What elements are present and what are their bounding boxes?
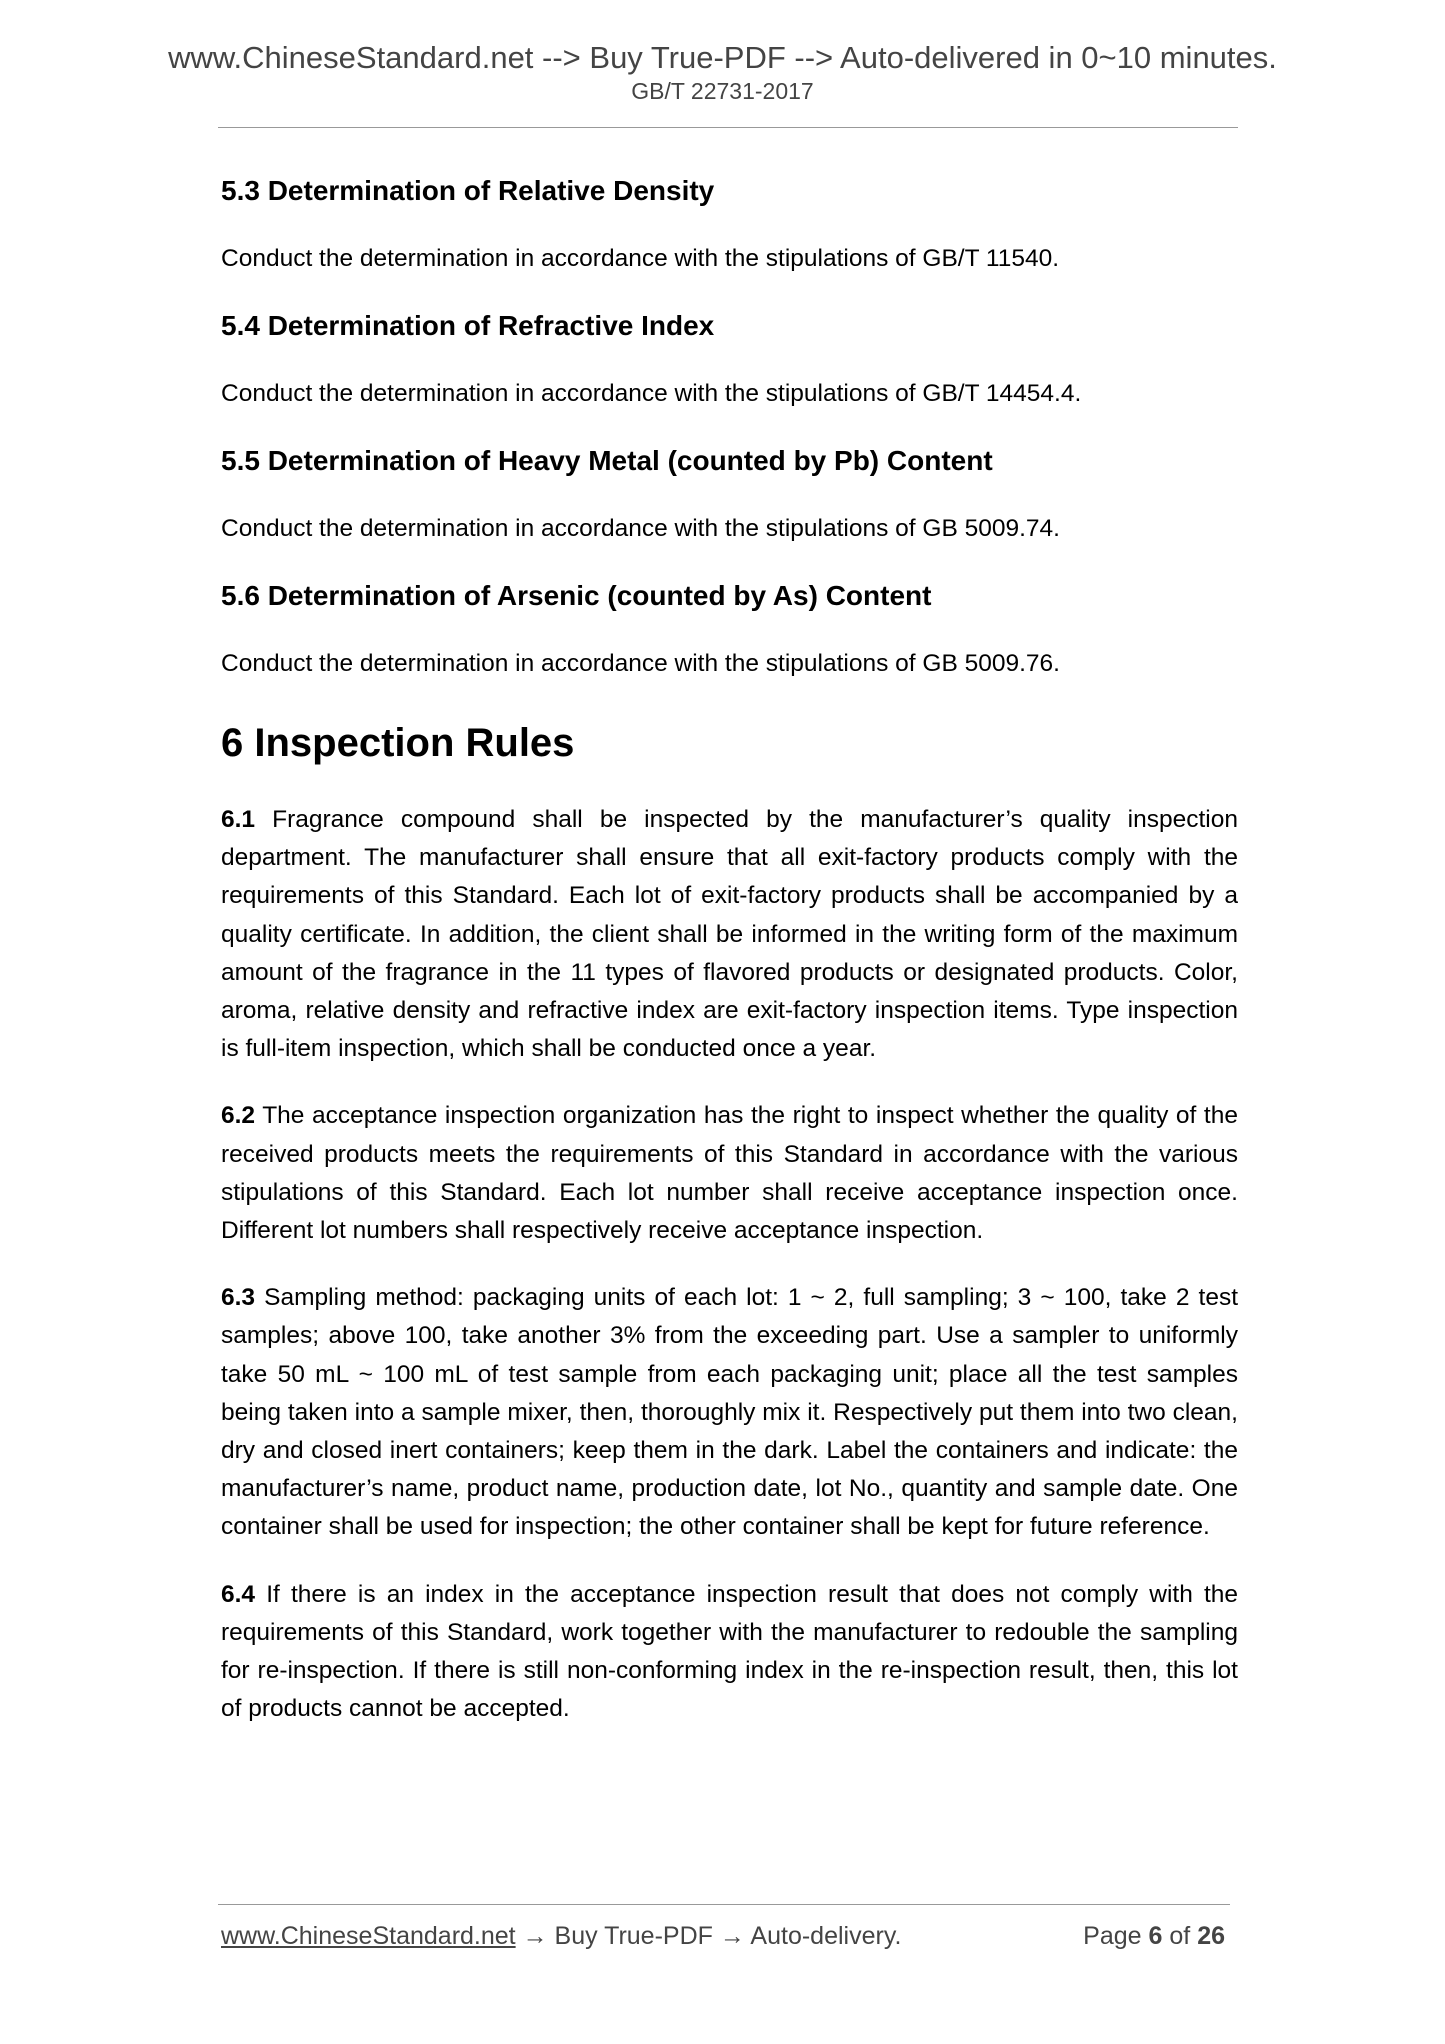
clause-text: The acceptance inspection organization has the right to inspect whether the quality of the received products meets the requirements of this Standard in accordance with the various stipulations of this Standard. Each lot number shall receive acceptance inspection once. Different lot numbers shall respectively receive acceptance inspection. xyxy=(221,1102,1238,1245)
page-indicator xyxy=(1083,1922,1225,1951)
clause-number: 6.2 xyxy=(221,1102,256,1130)
clause-text: Fragrance compound shall be inspected by the manufacturer’s quality inspection department. The manufacturer shall ensure that all exit-factory products comply with the requirements of this Standard. Each lot of exit-factory products shall be accompanied by a quality certificate. In addition, the client shall be informed in the writing form of the maximum amount of the fragrance in the 11 types of flavored products or designated products. Color, aroma, relative density and refractive index are exit-factory inspection items. Type inspection is full-item inspection, which shall be conducted once a year. xyxy=(221,806,1238,1063)
page-total: 26 xyxy=(1197,1922,1225,1950)
header-banner: www.ChineseStandard.net --> Buy True-PDF --> Auto-delivered in 0~10 minutes. xyxy=(168,40,1277,75)
text-5-6: Conduct the determination in accordance with the stipulations of GB 5009.76. xyxy=(221,650,1060,677)
clause-number: 6.4 xyxy=(221,1580,256,1608)
footer-buy-text: Buy True-PDF xyxy=(554,1922,713,1950)
heading-5-5: 5.5 Determination of Heavy Metal (counted by Pb) Content xyxy=(221,445,993,476)
paragraph-6-1 xyxy=(221,801,1238,1068)
heading-5-6: 5.6 Determination of Arsenic (counted by As) Content xyxy=(221,580,932,611)
page-number: 6 xyxy=(1148,1922,1163,1950)
header-divider xyxy=(218,127,1238,128)
clause-text: If there is an index in the acceptance inspection result that does not comply with the requirements of this Standard, work together with the manufacturer to redouble the sampling for re-inspection. If there is still non-conforming index in the re-inspection result, then, this lot of products cannot be accepted. xyxy=(221,1580,1239,1723)
arrow-icon: → xyxy=(515,1922,555,1950)
arrow-icon: → xyxy=(712,1922,751,1950)
footer-delivery-text: Auto-delivery. xyxy=(750,1922,902,1950)
heading-5-3: 5.3 Determination of Relative Density xyxy=(221,175,715,206)
footer-divider xyxy=(218,1904,1230,1905)
clause-text: Sampling method: packaging units of each lot: 1 ~ 2, full sampling; 3 ~ 100, take 2 test samples; above 100, take another 3% from the exceeding part. Use a sampler to uniformly take 50 mL ~ 100 mL of test sample from each packaging unit; place all the test samples being taken into a sample mixer, then, thoroughly mix it. Respectively put them into two clean, dry and closed inert containers; keep them in the dark. Label the containers and indicate: the manufacturer’s name, product name, production date, lot No., quantity and sample date. One container shall be used for inspection; the other container shall be kept for future reference. xyxy=(221,1284,1238,1541)
footer-promo xyxy=(221,1922,901,1951)
clause-number: 6.1 xyxy=(221,806,256,833)
of-word: of xyxy=(1169,1922,1191,1950)
heading-6: 6 Inspection Rules xyxy=(221,721,575,765)
text-5-5: Conduct the determination in accordance with the stipulations of GB 5009.74. xyxy=(221,515,1060,542)
clause-number: 6.3 xyxy=(221,1284,256,1312)
page-word: Page xyxy=(1083,1922,1142,1950)
heading-5-4: 5.4 Determination of Refractive Index xyxy=(221,310,715,341)
text-5-4: Conduct the determination in accordance with the stipulations of GB/T 14454.4. xyxy=(221,380,1082,407)
paragraph-6-3 xyxy=(221,1279,1238,1546)
document-body xyxy=(221,172,1238,1728)
paragraph-6-4 xyxy=(221,1576,1238,1729)
text-5-3: Conduct the determination in accordance with the stipulations of GB/T 11540. xyxy=(221,245,1060,272)
footer-site-link[interactable]: www.ChineseStandard.net xyxy=(221,1922,516,1950)
paragraph-6-2 xyxy=(221,1097,1238,1250)
standard-number: GB/T 22731-2017 xyxy=(631,78,814,104)
